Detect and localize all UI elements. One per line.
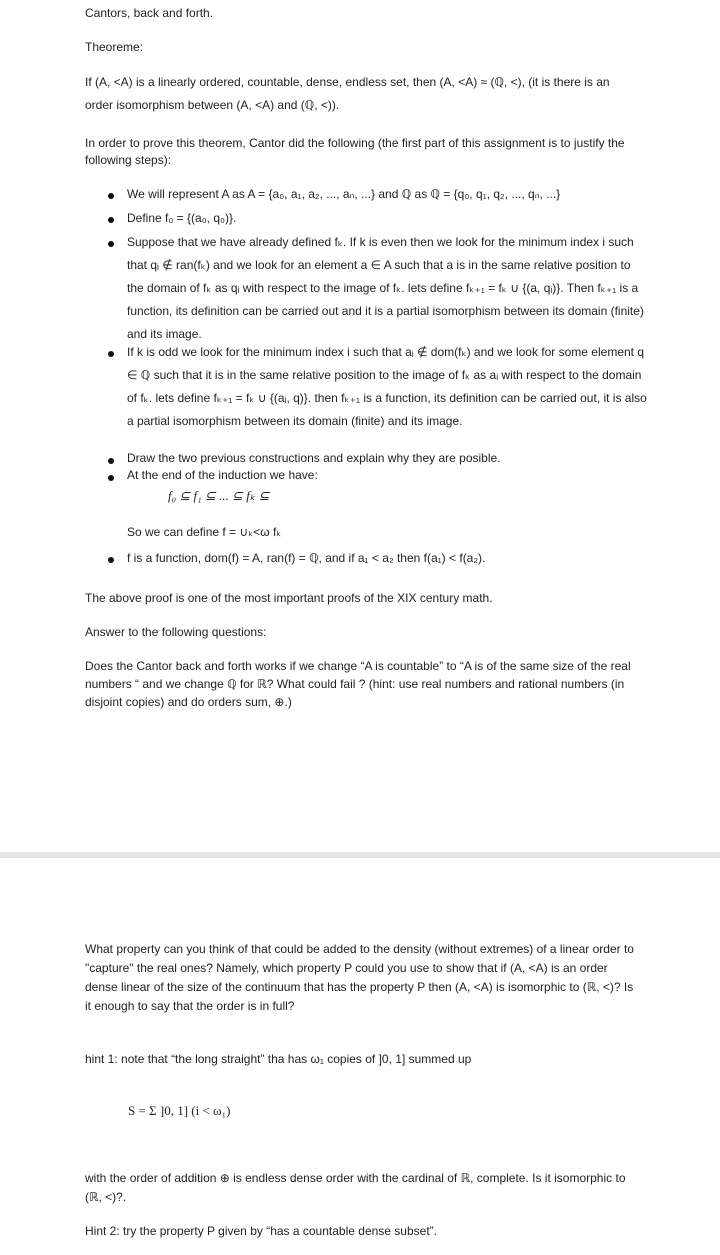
intro-paragraph: In order to prove this theorem, Cantor did the following (the first part of this assignment is to justify the following steps):: [85, 136, 625, 167]
hint-1: hint 1: note that “the long straight” tha has ω₁ copies of ]0, 1] summed up: [85, 1052, 472, 1066]
answer-prompt: Answer to the following questions:: [85, 625, 267, 639]
define-f: So we can define f = ∪ₖ<ω fₖ: [127, 525, 282, 539]
bullet-marker: [108, 557, 114, 563]
step-item: Suppose that we have already defined fₖ. If k is even then we look for the minimum index i such that qᵢ ∉ ran(fₖ) and we look for an element a ∈ A such that a is in the same relative position to the domain of fₖ as qᵢ with respect to the image of fₖ. lets define fₖ₊₁ = fₖ ∪ {(a, qᵢ)}. Then fₖ₊₁ is a function, its definition can be carried out and it is a partial isomorphism between its domain (finite) and its image.: [127, 235, 644, 341]
question-1: Does the Cantor back and forth works if we change “A is countable” to “A is of the same size of the real numbers “ and we change ℚ for ℝ? What could fail ? (hint: use real numbers and rational numbers (in disjoint copies) and do orders sum, ⊕.): [85, 659, 631, 709]
final-step: f is a function, dom(f) = A, ran(f) = ℚ, and if a₁ < a₂ then f(a₁) < f(a₂).: [127, 551, 486, 565]
theorem-label: Theoreme:: [85, 40, 144, 54]
bullet-marker: [108, 475, 114, 481]
sum-formula: S = Σ ]0, 1] (i < ω₁): [128, 1103, 231, 1118]
theorem-statement: If (A, <A) is a linearly ordered, countable, dense, endless set, then (A, <A) ≈ (ℚ, <), (it is there is an order isomorphism between (A, <A) and (ℚ, <)).: [85, 75, 610, 112]
after-sum: with the order of addition ⊕ is endless dense order with the cardinal of ℝ, complete. Is it isomorphic to (ℝ, <)?.: [85, 1171, 626, 1204]
page-divider: [0, 852, 720, 858]
bullet-marker: [108, 351, 114, 357]
bullet-marker: [108, 217, 114, 223]
step-item: Draw the two previous constructions and explain why they are posible.: [127, 451, 501, 465]
step-item: At the end of the induction we have:: [127, 468, 318, 482]
bullet-marker: [108, 193, 114, 199]
question-2: What property can you think of that could be added to the density (without extremes) of a linear order to "capture" the real ones? Namely, which property P could you use to show that if (A, <A) is an order dense linear of the size of the continuum that has the property P then (A, <A) is isomorphic to (ℝ, <)? Is it enough to say that the order is in full?: [85, 942, 634, 1013]
hint-2: Hint 2: try the property P given by “has a countable dense subset”.: [85, 1224, 437, 1238]
step-item: We will represent A as A = {a₀, a₁, a₂, ..., aₙ, ...} and ℚ as ℚ = {q₀, q₁, q₂, ..., qₙ, ...}: [127, 187, 561, 201]
step-item: If k is odd we look for the minimum index i such that aᵢ ∉ dom(fₖ) and we look for some element q ∈ ℚ such that it is in the same relative position to the image of fₖ as aᵢ with respect to the domain of fₖ. lets define fₖ₊₁ = fₖ ∪ {(aᵢ, q)}. then fₖ₊₁ is a function, its definition can be carried out, it is also a partial isomorphism between its domain (finite) and its image.: [127, 345, 647, 428]
remark: The above proof is one of the most important proofs of the XIX century math.: [85, 591, 493, 605]
bullet-marker: [108, 458, 114, 464]
step-item: Define f₀ = {(a₀, q₀)}.: [127, 211, 237, 225]
bullet-marker: [108, 241, 114, 247]
inclusion-chain: f₀ ⊆ f₁ ⊆ ... ⊆ fₖ ⊆: [168, 488, 270, 503]
page-title: Cantors, back and forth.: [85, 6, 214, 20]
